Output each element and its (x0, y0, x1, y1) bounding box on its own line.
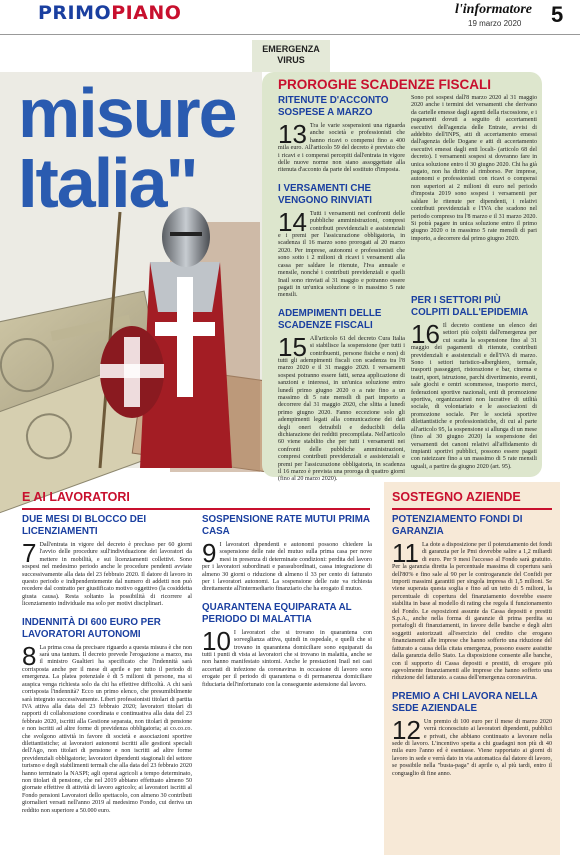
lavoratori-left-column (22, 514, 192, 859)
section-8-heading: INDENNITÀ DI 600 EURO PER LAVORATORI AUTONOMI (22, 616, 161, 640)
section-7-text: Dall'entrata in vigore del decreto è precluso per 60 giorni l'avvio delle procedure sull'individuazione dei lavoratori da mettere in mobilità, e sui licenziamenti collettivi. Sono sospesi nel medesimo periodo anche le procedure pendenti avviate successivamente alla data del 23 febbraio 2020. Il datore di lavoro in questo periodo e indipendentemente dal numero di addetti non può recedere dal contratto per giustificato motivo oggettivo (la cosiddetta giusta causa). Resta soltanto la possibilità di ricorrere al licenziamento individuale ma solo per motivi disciplinari. (22, 542, 192, 608)
section-9-body (202, 538, 372, 594)
section-13-number: 13 (278, 119, 307, 149)
section-8-number: 8 (22, 640, 37, 671)
section-12-body (392, 714, 552, 778)
section-15-body (278, 331, 405, 483)
lavoratori-rule (22, 508, 370, 510)
section-16-number: 16 (411, 319, 440, 349)
aziende-rule (392, 508, 552, 510)
section-9-number: 9 (202, 538, 217, 568)
section-14-text: Tutti i versamenti nei confronti delle pubbliche amministrazioni, compresi contributi previdenziali e assistenziali e i premi per l'assicurazione obbligatoria, in scadenza il 16 marzo sono prorogati al 20 marzo 2020. Per imprese, autonomi e professionisti che sono sotto i 2 milioni di ricavi i versamenti alla cassa per saldare le ritenute, l'Iva annuale e mensile, nonché i contributi previdenziali e quelli Inail sono rinviati al 31 maggio e potranno essere pagati in un'unica soluzione o in massimo 5 rate mensili. (278, 210, 405, 299)
section-7-number: 7 (22, 538, 37, 568)
hero-headline-line2: Italia" (18, 144, 197, 222)
page-number: 5 (551, 2, 564, 27)
aziende-title: SOSTEGNO AZIENDE (392, 490, 521, 504)
proroghe-continued-text: Sono poi sospesi dall'8 marzo 2020 al 31 maggio 2020 anche i termini dei versamenti che derivano da cartelle emesse dagli agenti della riscossione, e i pagamenti dovuti a seguito di accertamenti esecutivi dell'agenzia delle Entrate, avvisi di addebito dell'INPS, atti di accertamento emessi dall'agenzia delle Dogane e atti di accertamento esecutivi emessi dagli enti locali- (articolo 68 del decreto). I versamenti sospesi si dovranno fare in unica soluzione entro il 30 giugno 2020. Chi ha già pagato, non ha diritto al rimborso. Per imprese, autonomi e professionisti con ricavi o compensi non superiori ai 2 milioni di euro nel periodo d'imposta 2019 sono sospesi i versamenti per saldare le ritenute per dipendenti, i relativi contributi previdenziali e l'IVA che scadono nel periodo compreso tra l'8 marzo e il 31 marzo 2020. Si potrà pagare in unica soluzione entro il primo giugno 2020 o in massimo 5 rate mensili di pari importo, a decorrere dal primo giugno 2020. (411, 95, 537, 242)
proroghe-right-column (411, 95, 537, 475)
section-9-heading: SOSPENSIONE RATE MUTUI PRIMA CASA (202, 514, 370, 537)
section-10-number: 10 (202, 625, 231, 656)
section-10-text: I lavoratori che si trovano in quarantena con sorveglianza attiva, quindi in ospedale, e quelli che si trovano in quarantena domiciliare sono equiparati da tutti i punti di vista ai lavoratori che si trovano in malattia, anche se non hanno manifestato sintomi. Anche le prestazioni Inail nei casi accertati di infezione da coronavirus in occasione di lavoro sono erogate per il periodo di quarantena o di permanenza domiciliare fiduciaria dell'infortunato con la conseguente astensione dal lavoro. (202, 629, 372, 688)
section-15-heading: ADEMPIMENTI DELLE SCADENZE FISCALI (278, 307, 382, 331)
section-16-body (411, 319, 537, 471)
section-13-text: Tra le varie sospensioni una riguarda anche società e professionisti che hanno ricavi o compensi fino a 400 mila euro. All'articolo 59 del decreto è previsto che i ricavi e i compensi percepiti dall'entrata in vigore delle nuove norme non siano assoggettate alla ritenuta d'acconto da parte del sostituto d'imposta. (278, 123, 405, 174)
section-12-number: 12 (392, 714, 421, 745)
emergenza-tag-line1: EMERGENZA (262, 44, 320, 54)
proroghe-title: PROROGHE SCADENZE FISCALI (278, 77, 492, 92)
section-12-text: Un premio di 100 euro per il mese di marzo 2020 verrà riconosciuto ai lavoratori dipendenti, pubblici e privati, che abbiano continuato a lavorare nella sede di lavoro. L'incentivo spetta a chi guadagni non più di 40 mila euro l'anno ed è esentasse. Viene rapportato ai giorni di lavoro in sede e verrà dato in via automatica dal datore di lavoro, se possibile nella "busta-paga" di aprile o, al più tardi, entro il conguaglio di fine anno. (392, 718, 552, 777)
section-8-text: La prima cosa da precisare riguardo a questa misura è che non sarà una tantum. Il decreto prevede l'erogazione a marzo, ma il ministro Gualtieri ha specificato che l'indennità sarà corrisposta anche per il mese di aprile e per tutto il periodo di emergenza. La platea potenziale è di 5 milioni di persone, ma si auspica venga richiesta solo da chi ha effettive difficoltà. A chi sarà corrisposta l'indennità? Ecco un primo elenco, che presumibilmente sarà integrato successivamente. Liberi professionisti titolari di partita IVA attiva alla data del 23 febbraio 2020; lavoratori titolari di rapporti di collaborazione coordinata e continuativa alla data del 23 febbraio 2020, iscritti alla Gestione separata, non titolari di pensione e non iscritti ad altre forme di previdenza obbligatoria; ai co.co.co. che svolgono attività in favore di società e associazioni sportive dilettantistiche; ai lavoratori autonomi iscritti alle gestioni speciali dell'Ago, non titolari di pensione e non iscritti ad altre forme previdenziali obbligatorie; lavoratori dipendenti stagionali del settore turismo e degli stabilimenti termali che alla data del 23 febbraio 2020 hanno terminato la NASPI; agli operai agricoli a tempo determinato, non titolari di pensione, che nel 2019 abbiano effettuato almeno 50 giornate effettive di attività di lavoro agricolo; ai lavoratori iscritti al Fondo pensioni Lavoratori dello spettacolo, con almeno 30 contributi giornalieri versati nell'anno 2019 al medesimo Fondo, cui deriva un reddito non superiore a 50.000 euro. (22, 644, 192, 814)
header-rule (0, 34, 580, 35)
publication-logo[interactable]: l'informatore (455, 2, 533, 17)
hero-headline-line1: misure (18, 74, 236, 152)
emergenza-tag (252, 40, 330, 72)
section-9-text: I lavoratori dipendenti e autonomi possono chiedere la sospensione delle rate del mutuo sulla prima casa per nove mesi in presenza di determinate condizioni: perdita del lavoro per i lavoratori subordinati e parasubordinati, cassa integrazione di almeno 30 giorni o riduzione di almeno il 33 per cento di fatturato per i lavoratori autonomi. La sospensione delle rate va richiesta direttamente all'intermediario finanziario che ha erogato il mutuo. (202, 542, 372, 593)
section-10-body (202, 625, 372, 689)
section-7-body (22, 538, 192, 609)
section-14-body (278, 206, 405, 300)
section-13-body (278, 119, 405, 175)
section-11-heading: POTENZIAMENTO FONDI DI GARANZIA (392, 514, 523, 537)
emergenza-tag-line2: VIRUS (277, 55, 305, 65)
section-11-number: 11 (392, 538, 419, 568)
section-12-heading: PREMIO A CHI LAVORA NELLA SEDE AZIENDALE (392, 690, 538, 714)
section-7-heading: DUE MESI DI BLOCCO DEI LICENZIAMENTI (22, 514, 147, 537)
section-15-number: 15 (278, 331, 307, 362)
section-11-body (392, 538, 552, 683)
section-11-text: La dote a disposizione per il potenziamento dei fondi di garanzia per le Pmi dovrebbe salire a 1,2 miliardi di euro. Per 9 mesi l'accesso al Fondo sarà gratuito. Per la garanzia diretta la percentuale massima di copertura sarà dell'80% e fino sale al 90 per le controgaranzie del Confidi per importi massimi garantiti per singola impresa di 1,5 milioni. Se viene superata questa soglia e fino ad un tetto di 5 milioni, la percentuale di copertura del finanziamento dovrebbe essere stabilita in base al modello di rating che regola il funzionamento del Fondo. Le esposizioni assunte da Cassa depositi e prestiti S.p.A., anche nella forma di garanzie di prima perdita su portafogli di finanziamenti, in favore delle banche e degli altri soggetti autorizzati all'esercizio del credito che erogano finanziamenti alle imprese che hanno sofferto una riduzione del fatturato a causa della citata emergenza, possono essere assistite dalla garanzia dello Stato. La disposizione consente alle banche, con il supporto di Cassa depositi e prestiti, di erogare più agevolmente finanziamenti alle imprese che hanno sofferto una riduzione del fatturato. a causa dell'emergenza coronavirus. (392, 542, 552, 682)
aziende-column (392, 514, 552, 854)
lavoratori-right-column (202, 514, 372, 859)
section-14-heading: I VERSAMENTI CHE VENGONO RINVIATI (278, 182, 372, 206)
lavoratori-title: E AI LAVORATORI (22, 490, 130, 504)
section-header-part1: PRIMO (38, 2, 112, 24)
proroghe-left-column (278, 95, 405, 483)
section-header-part2: PIANO (111, 2, 182, 24)
hero-headline (18, 74, 236, 222)
section-8-body (22, 640, 192, 817)
section-13-heading: RITENUTE D'ACCONTO SOSPESE A MARZO (278, 95, 389, 118)
issue-date: 19 marzo 2020 (468, 19, 522, 28)
section-14-number: 14 (278, 206, 307, 237)
section-15-text: All'articolo 61 del decreto Cura Italia si stabilisce la sospensione (per tutti i contribuenti, persone fisiche e non) di tutti gli adempimenti fiscali con scadenza tra l'8 marzo 2020 e il 31 maggio 2020. I versamenti sospesi potranno essere fatti, senza applicazione di sanzioni e interessi, in un'unica soluzione entro lunedì primo giugno 2020 o a rate fino a un massimo di 5 rate mensili di pari importo a decorrere dal 31 maggio 2020, che slitta a lunedì primo giugno 2020. Fanno eccezione solo gli adempimenti legati alla comunicazione dei dati degli oneri detraibili e deducibili della dichiarazione dei redditi precompilata. Nell'articolo 60 viene stabilito che per tutti i versamenti nei confronti delle pubbliche amministrazioni, compresi contributi previdenziali e assistenziali e premi per l'assicurazione obbligatoria, in scadenza il 16 marzo è prevista una proroga di quattro giorni (fino al 20 marzo 2020). (278, 335, 405, 483)
section-10-heading: QUARANTENA EQUIPARATA AL PERIODO DI MALATTIA (202, 601, 352, 625)
section-16-text: Il decreto contiene un elenco dei settori più colpiti dall'emergenza per cui scatta la sospensione fino al 31 maggio dei pagamenti di ritenute, contributi previdenziali e assistenziali e dell'IVA di marzo. Sono i settori turistico-alberghiero, termale, trasporti passeggeri, ristorazione e bar, cinema e teatri, sport, istruzione, parchi divertimento, eventi, sale giochi e centri scommesse, trasporto merci, federazioni sportive nazionali, enti di promozione sportiva, organizzazioni non lucrative di utilità sociale, di volontariato e le associazioni di promozione sociale. Per le società sportive dilettantistiche e professionistiche, di cui al parte all'articolo 95, la sospensione si allunga di un mese (fino al 30 giugno 2020) la sospensione dei versamenti dei canoni relativi all'affidamento di impianti sportivi pubblici, possono essere pagati con rateizzare fino a un massimo di 5 rate mensili uguali, a partire da giugno 2020 (art. 95). (411, 323, 537, 470)
section-header (38, 2, 181, 24)
section-16-heading: PER I SETTORI PIÙ COLPITI DALL'EPIDEMIA (411, 295, 529, 318)
